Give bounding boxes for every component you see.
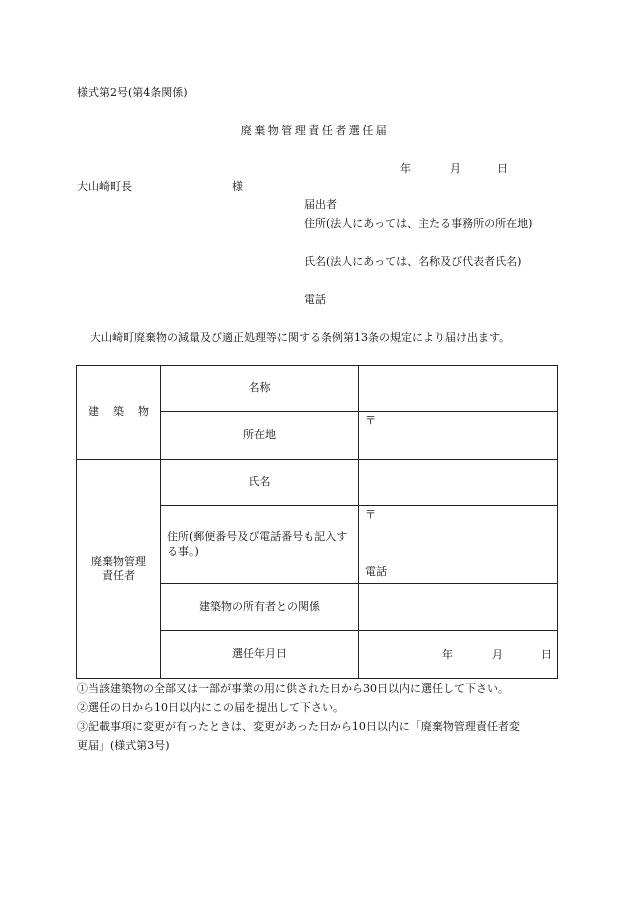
owner-relation-field[interactable] — [359, 584, 558, 631]
date-day-label: 日 — [497, 162, 508, 175]
date-year-label: 年 — [400, 162, 411, 175]
appointment-month: 月 — [492, 647, 503, 661]
applicant-name-label: 氏名(法人にあっては、名称及び代表者氏名) — [304, 255, 522, 268]
appointment-day: 日 — [541, 647, 552, 661]
manager-phone-label: 電話 — [365, 564, 387, 578]
building-location-field[interactable] — [359, 412, 558, 460]
appointment-year: 年 — [442, 647, 453, 661]
building-category — [77, 366, 161, 460]
manager-category — [77, 460, 161, 679]
owner-relation-label: 建築物の所有者との関係 — [161, 584, 359, 631]
appointment-date-field[interactable] — [359, 631, 558, 679]
building-name-label: 名称 — [161, 366, 359, 412]
note-2: ②選任の日から10日以内にこの届を提出して下さい。 — [77, 701, 344, 714]
manager-category-label: 廃棄物管理 責任者 — [91, 554, 146, 582]
applicant-phone-label: 電話 — [304, 293, 326, 306]
manager-postal-mark: 〒 — [365, 508, 376, 521]
applicant-label: 届出者 — [304, 198, 337, 211]
manager-address-label: 住所(郵便番号及び電話番号も記入する事。) — [161, 506, 359, 584]
note-3: ③記載事項に変更が有ったときは、変更があった日から10日以内に「廃棄物管理責任者変 — [77, 720, 520, 733]
statement-text: 大山崎町廃棄物の減量及び適正処理等に関する条例第13条の規定により届け出ます。 — [90, 331, 511, 344]
building-location-label: 所在地 — [161, 412, 359, 460]
applicant-address-label: 住所(法人にあっては、主たる事務所の所在地) — [304, 217, 533, 230]
building-category-label: 建築物 — [88, 405, 163, 419]
addressee: 大山崎町長 — [77, 180, 132, 193]
form-number: 様式第2号(第4条関係) — [77, 86, 188, 99]
appointment-date-label: 選任年月日 — [161, 631, 359, 679]
building-name-field[interactable] — [359, 366, 558, 412]
note-1: ①当該建築物の全部又は一部が事業の用に供された日から30日以内に選任して下さい。 — [77, 682, 509, 695]
note-3-continued: 更届」(様式第3号) — [77, 739, 170, 752]
manager-name-label: 氏名 — [161, 460, 359, 506]
addressee-honorific: 様 — [232, 180, 243, 193]
document-title: 廃棄物管理責任者選任届 — [240, 124, 390, 137]
postal-mark: 〒 — [365, 414, 376, 427]
registration-table — [76, 365, 558, 679]
manager-name-field[interactable] — [359, 460, 558, 506]
manager-address-field[interactable] — [359, 506, 558, 584]
date-month-label: 月 — [450, 162, 461, 175]
